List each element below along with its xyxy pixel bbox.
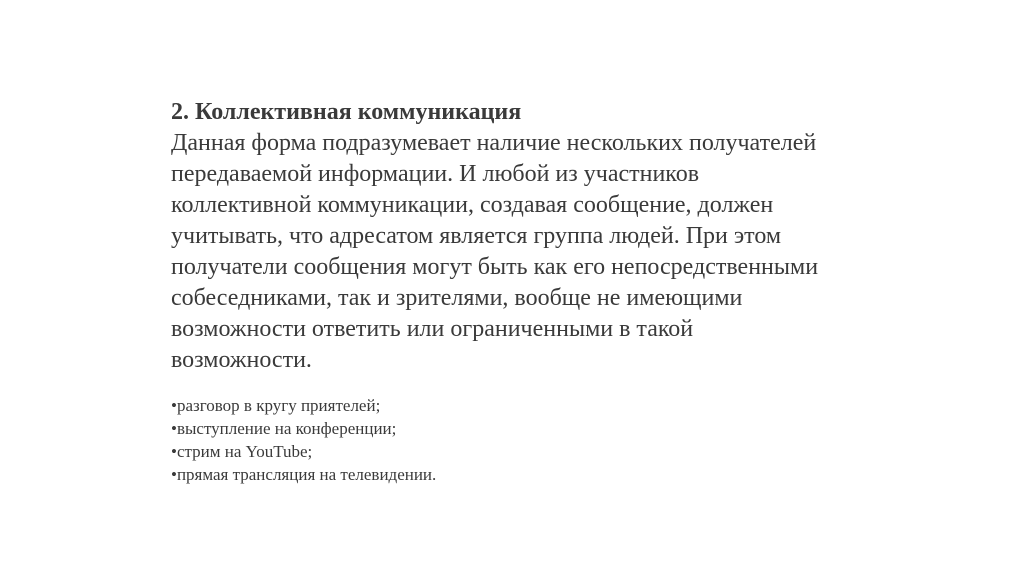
slide-heading: 2. Коллективная коммуникация [171,99,522,125]
examples-list [171,394,891,486]
paragraph-line: передаваемой информации. И любой из участников [171,161,700,187]
slide-content [171,97,891,486]
list-item: •выступление на конференции; [171,419,397,438]
list-item: •разговор в кругу приятелей; [171,396,381,415]
paragraph-line: учитывать, что адресатом является группа людей. При этом [171,223,782,249]
paragraph-line: Данная форма подразумевает наличие нескольких получателей [171,130,817,156]
paragraph-line: собеседниками, так и зрителями, вообще не имеющими [171,285,743,311]
description-paragraph [171,128,891,376]
paragraph-line: получатели сообщения могут быть как его непосредственными [171,254,819,280]
paragraph-line: возможности. [171,347,312,373]
paragraph-line: возможности ответить или ограниченными в такой [171,316,694,342]
list-item: •стрим на YouTube; [171,442,313,461]
paragraph-line: коллективной коммуникации, создавая сообщение, должен [171,192,774,218]
list-item: •прямая трансляция на телевидении. [171,465,437,484]
